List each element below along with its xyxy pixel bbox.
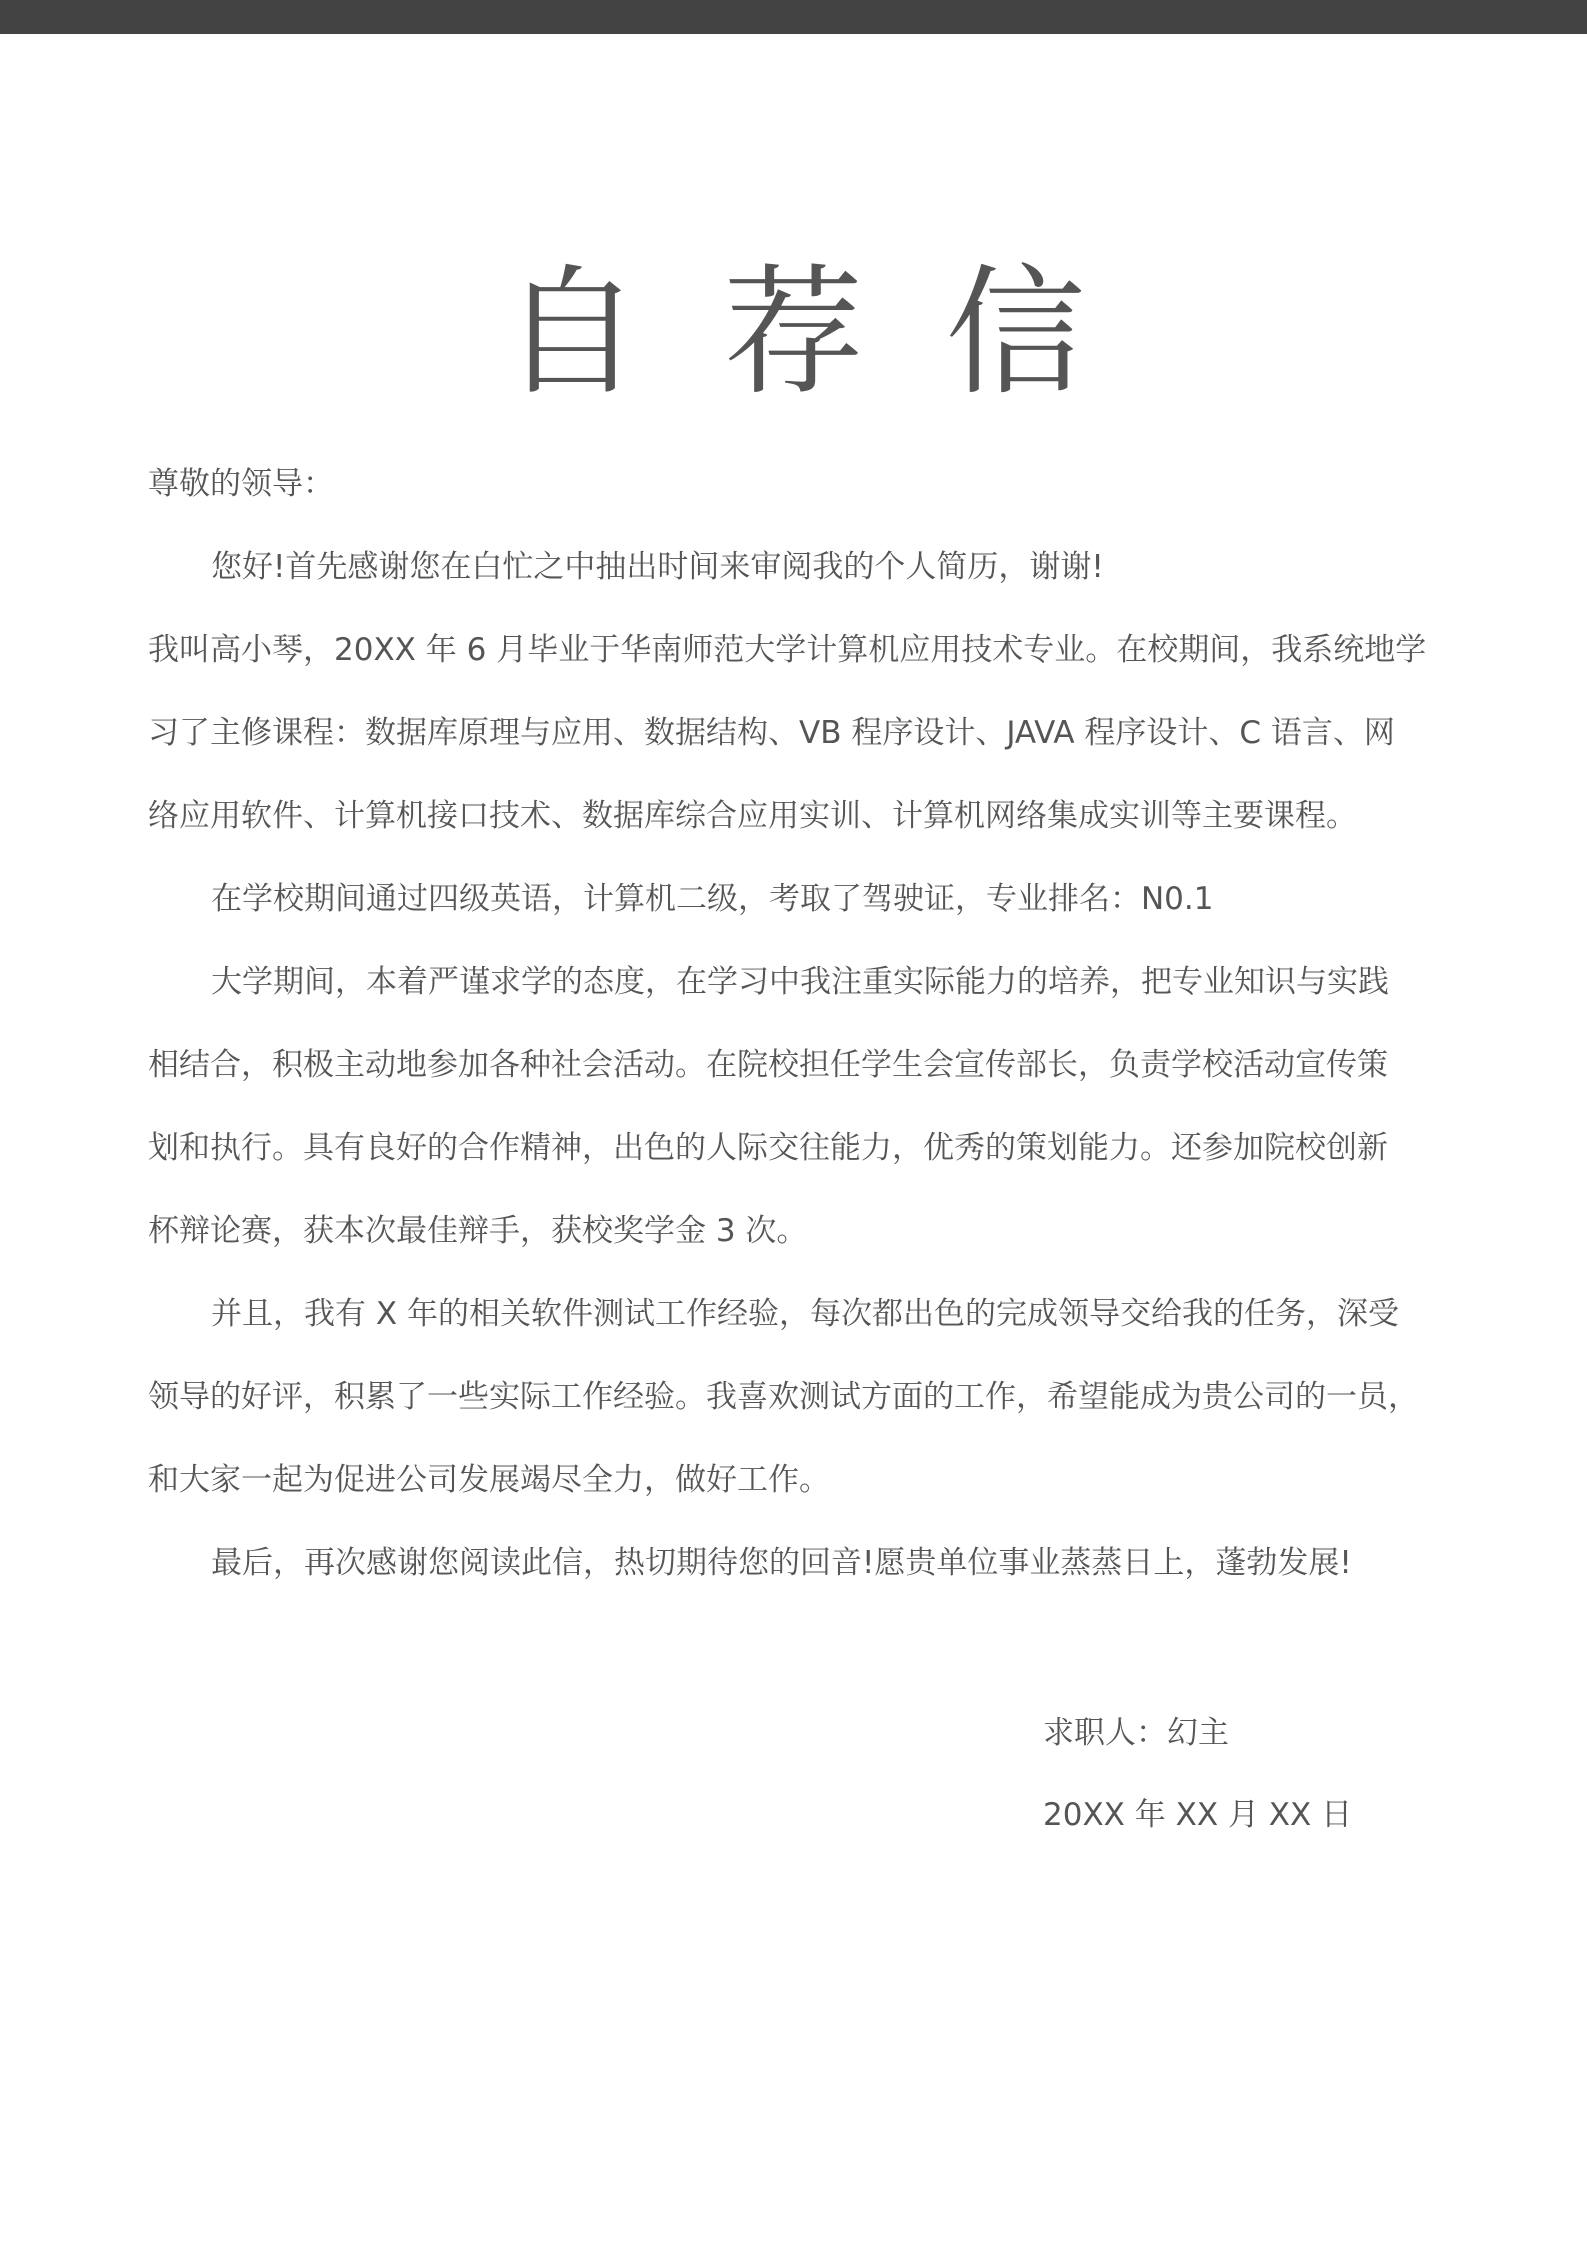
signature-applicant: 求职人：幻主	[1043, 1715, 1229, 1751]
paragraph-experience-line-2: 领导的好评，积累了一些实际工作经验。我喜欢测试方面的工作，希望能成为贵公司的一员，	[148, 1379, 1419, 1415]
signature-date: 20XX 年 XX 月 XX 日	[1043, 1797, 1353, 1833]
paragraph-greeting: 您好!首先感谢您在白忙之中抽出时间来审阅我的个人简历，谢谢!	[211, 549, 1104, 585]
paragraph-education-line-2: 习了主修课程：数据库原理与应用、数据结构、VB 程序设计、JAVA 程序设计、C 语言、网	[148, 715, 1395, 751]
paragraph-university-line-2: 相结合，积极主动地参加各种社会活动。在院校担任学生会宣传部长，负责学校活动宣传策	[148, 1047, 1388, 1083]
paragraph-university-line-3: 划和执行。具有良好的合作精神，出色的人际交往能力，优秀的策划能力。还参加院校创新	[148, 1130, 1388, 1166]
paragraph-university-line-4: 杯辩论赛，获本次最佳辩手，获校奖学金 3 次。	[148, 1213, 808, 1249]
paragraph-experience-line-1: 并且，我有 X 年的相关软件测试工作经验，每次都出色的完成领导交给我的任务，深受	[211, 1296, 1399, 1332]
paragraph-university-line-1: 大学期间，本着严谨求学的态度，在学习中我注重实际能力的培养，把专业知识与实践	[211, 964, 1389, 1000]
paragraph-education-line-1: 我叫高小琴，20XX 年 6 月毕业于华南师范大学计算机应用技术专业。在校期间，我系统地学	[148, 632, 1427, 668]
salutation: 尊敬的领导：	[148, 466, 334, 502]
paragraph-closing: 最后，再次感谢您阅读此信，热切期待您的回音!愿贵单位事业蒸蒸日上，蓬勃发展!	[211, 1545, 1352, 1581]
paragraph-certificates: 在学校期间通过四级英语，计算机二级，考取了驾驶证，专业排名：N0.1	[211, 881, 1214, 917]
page-title: 自荐信	[501, 251, 1168, 415]
paragraph-education-line-3: 络应用软件、计算机接口技术、数据库综合应用实训、计算机网络集成实训等主要课程。	[148, 798, 1357, 834]
paragraph-experience-line-3: 和大家一起为促进公司发展竭尽全力，做好工作。	[148, 1462, 830, 1498]
top-bar	[0, 0, 1587, 34]
